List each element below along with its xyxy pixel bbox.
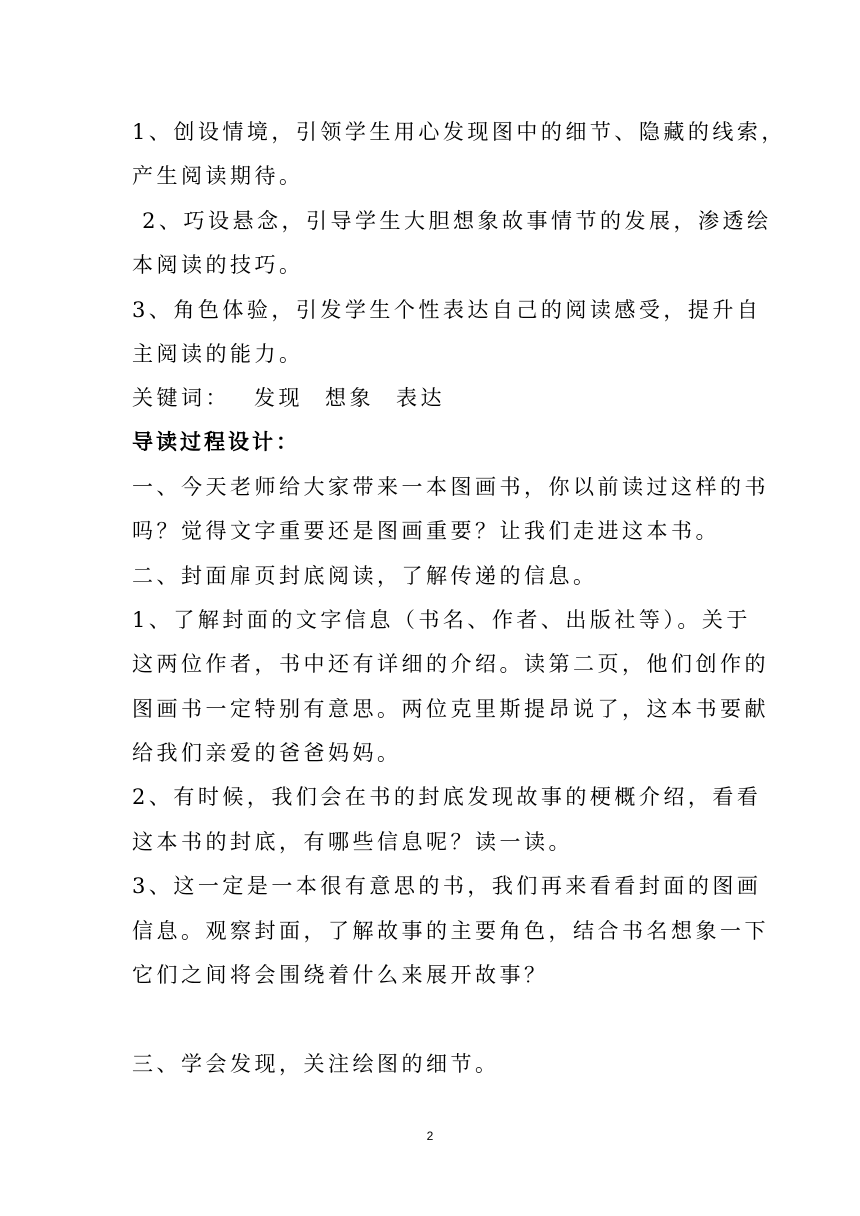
body-line: 三、学会发现，关注绘图的细节。 [132, 1052, 500, 1076]
keywords-line [132, 384, 445, 412]
body-line: 吗？觉得文字重要还是图画重要？让我们走进这本书。 [132, 519, 720, 543]
page-number: 2 [426, 1129, 434, 1143]
keyword-item: 想象 [325, 386, 374, 410]
body-line: 它们之间将会围绕着什么来展开故事？ [132, 963, 549, 987]
body-line: 2、有时候，我们会在书的封底发现故事的梗概介绍，看看 [132, 785, 762, 809]
body-line: 图画书一定特别有意思。两位克里斯提昂说了，这本书要献 [132, 697, 769, 721]
body-line: 一、今天老师给大家带来一本图画书，你以前读过这样的书 [132, 475, 769, 499]
objective-3-line-1: 3、角色体验，引发学生个性表达自己的阅读感受，提升自 [132, 298, 762, 322]
objective-1-line-2: 产生阅读期待。 [132, 164, 304, 188]
section-heading: 导读过程设计： [132, 430, 300, 454]
body-line: 二、封面扉页封底阅读，了解传递的信息。 [132, 564, 598, 588]
keywords-label: 关键词： [132, 386, 230, 410]
body-line: 信息。观察封面，了解故事的主要角色，结合书名想象一下 [132, 919, 769, 943]
body-line: 3、这一定是一本很有意思的书，我们再来看看封面的图画 [132, 874, 762, 898]
objective-2-line-1: 2、巧设悬念，引导学生大胆想象故事情节的发展，渗透绘 [132, 209, 772, 233]
keyword-item: 发现 [254, 386, 303, 410]
body-line: 这两位作者，书中还有详细的介绍。读第二页，他们创作的 [132, 652, 769, 676]
objective-2-line-2: 本阅读的技巧。 [132, 253, 304, 277]
objective-1-line-1: 1、创设情境，引领学生用心发现图中的细节、隐藏的线索， [132, 120, 786, 144]
body-line: 1、了解封面的文字信息（书名、作者、出版社等）。关于 [132, 608, 751, 632]
body-line: 给我们亲爱的爸爸妈妈。 [132, 741, 402, 765]
body-line: 这本书的封底，有哪些信息呢？读一读。 [132, 830, 573, 854]
objective-3-line-2: 主阅读的能力。 [132, 342, 304, 366]
keyword-item: 表达 [396, 386, 445, 410]
